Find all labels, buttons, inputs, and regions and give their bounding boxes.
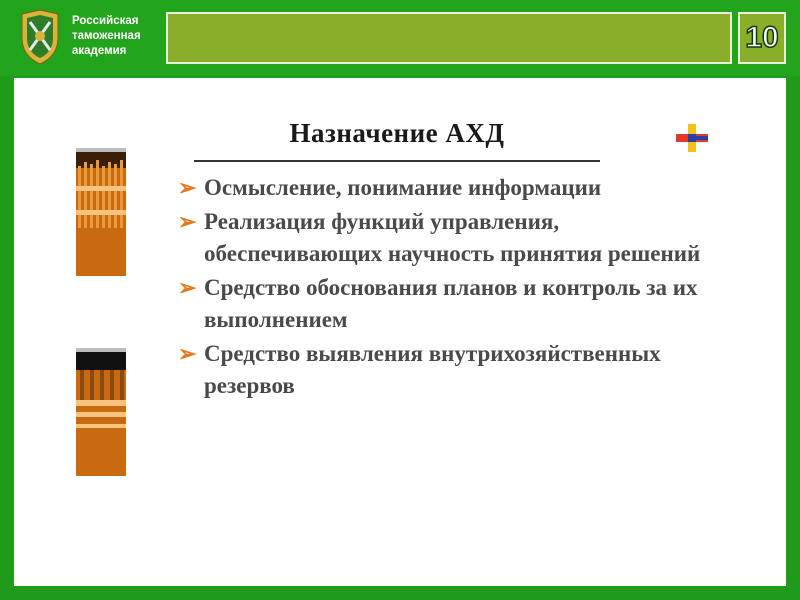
cross-icon [674,122,710,154]
decorative-bars-bottom [76,348,126,476]
list-item-text: Осмысление, понимание информации [204,175,602,200]
list-item [176,272,736,336]
arrow-bullet-icon: ➢ [178,209,197,234]
list-item [176,338,736,402]
emblem-icon [14,8,66,66]
page-number-box [738,12,786,64]
arrow-bullet-icon: ➢ [178,341,197,366]
arrow-bullet-icon: ➢ [178,275,197,300]
organization-name: Российская таможенная академия [72,15,141,57]
heading-underline [194,160,600,162]
header-bar [0,0,800,76]
slide-heading: Назначение АХД [289,118,505,148]
title-bar [166,12,732,64]
arrow-bullet-icon: ➢ [178,175,197,200]
slide-content [14,78,786,586]
page-number: 10 [745,21,779,54]
bullet-list [176,172,736,404]
list-item-text: Средство выявления внутрихозяйственных резервов [204,341,661,398]
list-item-text: Реализация функций управления, обеспечивающих научность принятия решений [204,209,701,266]
decorative-bars-top [76,148,126,276]
list-item [176,172,736,204]
list-item-text: Средство обоснования планов и контроль за их выполнением [204,275,698,332]
list-item [176,206,736,270]
